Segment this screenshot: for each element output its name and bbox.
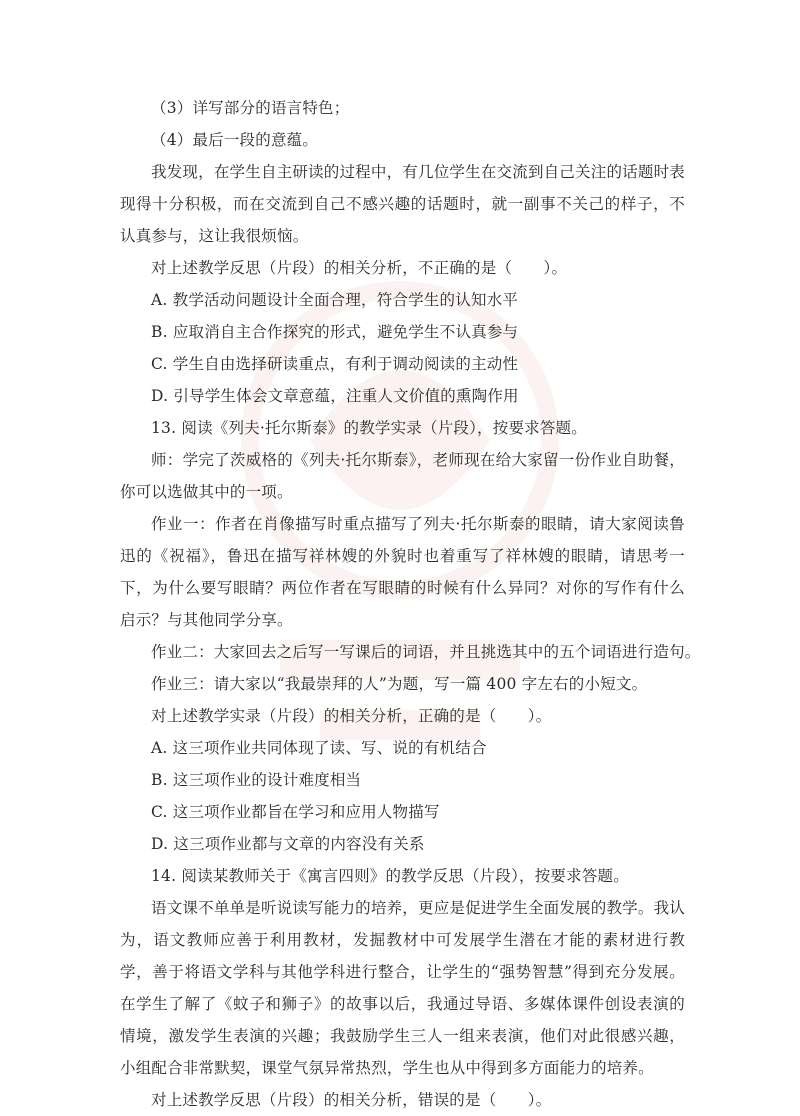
reflection-paragraph: 语文课不单单是听说读写能力的培养，更应是促进学生全面发展的教学。我认为，语文教师应善于利用教材，发掘教材中可发展学生潜在才能的素材进行教学，善于将语文学科与其他学科进行整合，让学生的“强势智慧”得到充分发展。在学生了解了《蚊子和狮子》的故事以后，我通过导语、多媒体课件创设表演的情境，激发学生表演的兴趣；我鼓励学生三人一组来表演，他们对此很感兴趣，小组配合非常默契，课堂气氛异常热烈，学生也从中得到多方面能力的培养。 (120, 899, 685, 1077)
homework-1-paragraph: 作业一：作者在肖像描写时重点描写了列夫·托尔斯泰的眼睛，请大家阅读鲁迅的《祝福》，鲁迅在描写祥林嫂的外貌时也着重写了祥林嫂的眼睛，请思考一下，为什么要写眼睛？两位作者在写眼睛的时候有什么异同？对你的写作有什么启示？与其他同学分享。 (120, 515, 685, 629)
option-d: D. 引导学生体会文章意蕴，注重人文价值的熏陶作用 (151, 387, 519, 405)
option-c: C. 这三项作业都旨在学习和应用人物描写 (151, 803, 440, 821)
option-a: A. 教学活动问题设计全面合理，符合学生的认知水平 (151, 291, 519, 309)
question-stem: 对上述教学实录（片段）的相关分析，正确的是（ ）。 (151, 707, 552, 725)
option-b: B. 这三项作业的设计难度相当 (151, 771, 362, 789)
reflection-paragraph: 我发现，在学生自主研读的过程中，有几位学生在交流到自己关注的话题时表现得十分积极，而在交流到自己不感兴趣的话题时，就一副事不关己的样子，不认真参与，这让我很烦恼。 (120, 163, 685, 245)
option-a: A. 这三项作业共同体现了读、写、说的有机结合 (151, 739, 487, 757)
option-b: B. 应取消自主合作探究的形式，避免学生不认真参与 (151, 323, 519, 341)
list-item: （4）最后一段的意蕴。 (151, 131, 319, 149)
option-c: C. 学生自由选择研读重点，有利于调动阅读的主动性 (151, 355, 519, 373)
question-title: 14. 阅读某教师关于《寓言四则》的教学反思（片段），按要求答题。 (151, 867, 629, 885)
document-content (120, 92, 701, 1116)
question-stem: 对上述教学反思（片段）的相关分析，错误的是（ ）。 (151, 1091, 552, 1109)
teacher-paragraph: 师：学完了茨威格的《列夫·托尔斯泰》，老师现在给大家留一份作业自助餐，你可以选做其中的一项。 (120, 451, 685, 501)
list-item: （3）详写部分的语言特色； (151, 99, 350, 117)
homework-2-line: 作业二：大家回去之后写一写课后的词语，并且挑选其中的五个词语进行造句。 (151, 643, 701, 661)
homework-3-line: 作业三：请大家以“我最崇拜的人”为题，写一篇 400 字左右的小短文。 (151, 675, 648, 693)
question-stem: 对上述教学反思（片段）的相关分析，不正确的是（ ）。 (151, 259, 568, 277)
option-d: D. 这三项作业都与文章的内容没有关系 (151, 835, 425, 853)
question-title: 13. 阅读《列夫·托尔斯泰》的教学实录（片段），按要求答题。 (151, 419, 587, 437)
